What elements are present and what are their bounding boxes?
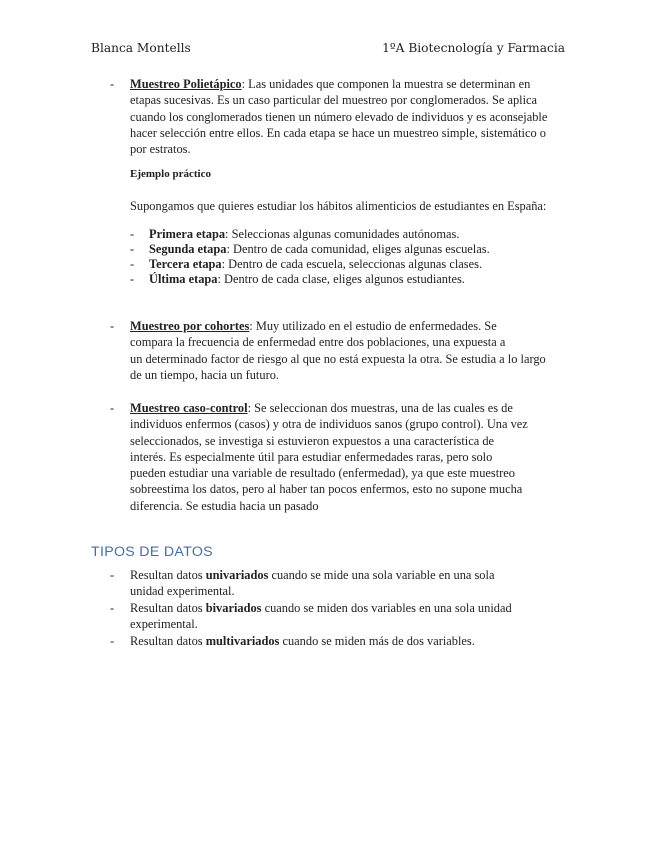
header-author: Blanca Montells [91, 41, 191, 55]
tipos-2-pre: Resultan datos [130, 601, 206, 615]
tipos-2-post: cuando se miden dos variables en una sola unidad [261, 601, 512, 615]
cohortes-line-3: un determinado factor de riesgo al que no está expuesta la otra. Se estudia a lo largo [130, 351, 546, 366]
bullet-marker: - [110, 634, 115, 648]
step-marker: - [130, 227, 135, 241]
tipos-3-pre: Resultan datos [130, 634, 206, 648]
step-3-label: Tercera etapa [149, 257, 222, 271]
step-marker: - [130, 257, 135, 271]
step-marker: - [130, 272, 135, 286]
caso-term: Muestreo caso-control [130, 401, 248, 415]
header-course: 1ºA Biotecnología y Farmacia [382, 41, 565, 55]
step-4 [149, 272, 465, 288]
cohortes-line-4: de un tiempo, hacia un futuro. [130, 367, 279, 382]
tipos-1-post: cuando se mide una sola variable en una sola [268, 568, 495, 582]
caso-line-3: seleccionados, se investiga si estuvieron expuestos a una característica de [130, 433, 495, 448]
tipos-1-term: univariados [205, 568, 269, 582]
caso-line-5: pueden estudiar una variable de resultado (enfermedad), ya que este muestreo [130, 466, 515, 481]
cohortes-line-1-rest: : Muy utilizado en el estudio de enfermedades. Se [249, 319, 497, 333]
tipos-1-line-1 [130, 567, 566, 583]
cohortes-term: Muestreo por cohortes [130, 319, 250, 333]
tipos-3-line-1 [130, 633, 566, 649]
step-3 [149, 257, 482, 273]
caso-line-7: diferencia. Se estudia hacia un pasado [130, 498, 319, 513]
tipos-1-pre: Resultan datos [130, 568, 206, 582]
step-2-label: Segunda etapa [149, 242, 227, 256]
tipos-item-bivariados [130, 600, 566, 633]
bullet-marker: - [110, 77, 115, 91]
tipos-2-line-1 [130, 600, 566, 616]
bullet-marker: - [110, 601, 115, 615]
example-title: Ejemplo práctico [130, 168, 211, 180]
bullet-marker: - [110, 319, 115, 333]
section-heading-tipos: TIPOS DE DATOS [91, 544, 213, 560]
bullet-marker: - [110, 568, 115, 582]
poli-line-2: etapas sucesivas. Es un caso particular del muestreo por conglomerados. Se aplica [130, 93, 538, 108]
tipos-3-post: cuando se miden más de dos variables. [279, 634, 475, 648]
step-3-text: : Dentro de cada escuela, seleccionas algunas clases. [221, 257, 483, 271]
poli-line-1-rest: : Las unidades que componen la muestra se determinan en [241, 77, 531, 91]
cohortes-line-1 [130, 318, 566, 334]
bullet-caso-control [130, 400, 566, 514]
bullet-marker: - [110, 401, 115, 415]
example-intro: Supongamos que quieres estudiar los hábitos alimenticios de estudiantes en España: [130, 199, 547, 213]
caso-line-2: individuos enfermos (casos) y otra de individuos sanos (grupo control). Una vez [130, 417, 528, 432]
tipos-2-line-2: experimental. [130, 617, 198, 632]
tipos-item-multivariados [130, 633, 566, 649]
step-1-text: : Seleccionas algunas comunidades autónomas. [225, 227, 460, 241]
step-4-text: : Dentro de cada clase, eliges algunos estudiantes. [217, 272, 465, 286]
caso-line-1 [130, 400, 566, 416]
caso-line-4: interés. Es especialmente útil para estudiar enfermedades raras, pero solo [130, 449, 493, 464]
step-2 [149, 242, 490, 258]
tipos-3-term: multivariados [205, 634, 280, 648]
caso-line-6: sobreestima los datos, pero al haber tan pocos enfermos, esto no supone mucha [130, 482, 523, 497]
tipos-item-univariados [130, 567, 566, 600]
poli-term: Muestreo Polietápico [130, 77, 242, 91]
caso-line-1-rest: : Se seleccionan dos muestras, una de las cuales es de [247, 401, 513, 415]
bullet-cohortes [130, 318, 566, 383]
cohortes-line-2: compara la frecuencia de enfermedad entre dos poblaciones, una expuesta a [130, 335, 506, 350]
bullet-poli [130, 76, 566, 157]
poli-line-3: cuando los conglomerados tienen un número elevado de individuos y es aconsejable [130, 109, 548, 124]
tipos-2-term: bivariados [205, 601, 262, 615]
poli-line-5: por estratos. [130, 142, 191, 157]
poli-line-1 [130, 76, 566, 92]
poli-line-4: hacer selección entre ellos. En cada etapa se hace un muestreo simple, sistemático o [130, 125, 546, 140]
step-2-text: : Dentro de cada comunidad, eliges algunas escuelas. [226, 242, 490, 256]
step-marker: - [130, 242, 135, 256]
step-4-label: Última etapa [149, 272, 218, 286]
tipos-1-line-2: unidad experimental. [130, 584, 235, 599]
step-1-label: Primera etapa [149, 227, 226, 241]
step-1 [149, 227, 459, 243]
